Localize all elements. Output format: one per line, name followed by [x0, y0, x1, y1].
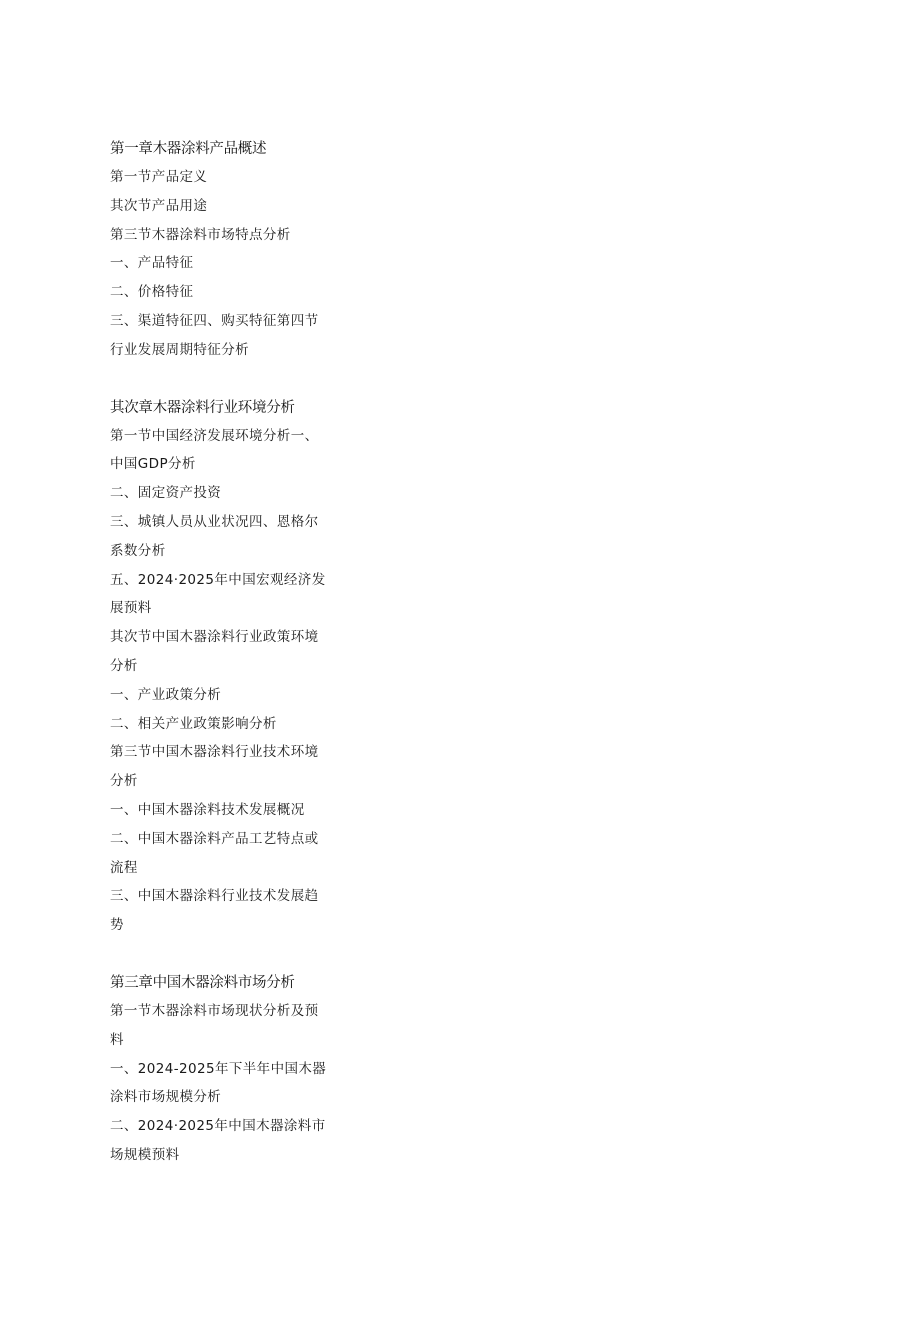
toc-line: 场规模预料	[110, 1146, 180, 1163]
toc-line: 第一节产品定义	[110, 169, 208, 185]
toc-line: 一、2024-2025年下半年中国木器	[110, 1060, 327, 1077]
chapter-title: 其次章木器涂料行业环境分析	[110, 399, 295, 416]
toc-line: 其次节中国木器涂料行业政策环境	[110, 629, 319, 646]
toc-line: 分析	[110, 657, 138, 674]
chapter-1	[110, 135, 340, 365]
toc-line: 展预料	[110, 600, 152, 617]
toc-line: 流程	[110, 859, 138, 876]
toc-line: 二、固定资产投资	[110, 485, 222, 502]
toc-line: 二、中国木器涂料产品工艺特点或	[110, 830, 319, 847]
toc-line: 涂料市场规模分析	[110, 1089, 222, 1106]
toc-line: 三、渠道特征四、购买特征第四节	[110, 312, 319, 329]
toc-line: 一、中国木器涂料技术发展概况	[110, 801, 305, 818]
chapter-title: 第三章中国木器涂料市场分析	[110, 974, 295, 991]
toc-line: 势	[110, 917, 124, 934]
toc-line: 第三节中国木器涂料行业技术环境	[110, 744, 319, 761]
toc-line: 三、城镇人员从业状况四、恩格尔	[110, 513, 319, 530]
chapter-3	[110, 969, 340, 1170]
toc-line: 第三节木器涂料市场特点分析	[110, 226, 291, 243]
toc-line: 二、相关产业政策影响分析	[110, 715, 277, 732]
chapter-2	[110, 394, 340, 940]
toc-line: 一、产业政策分析	[110, 686, 222, 703]
toc-line: 中国GDP分析	[110, 456, 196, 473]
toc-line: 五、2024·2025年中国宏观经济发	[110, 571, 326, 588]
toc-line: 料	[110, 1031, 124, 1048]
toc-line: 一、产品特征	[110, 255, 194, 272]
document-page	[110, 135, 340, 1170]
toc-line: 二、2024·2025年中国木器涂料市	[110, 1118, 326, 1135]
toc-line: 系数分析	[110, 542, 166, 559]
toc-line: 二、价格特征	[110, 284, 194, 301]
chapter-title: 第一章木器涂料产品概述	[110, 141, 267, 157]
toc-line: 其次节产品用途	[110, 197, 208, 214]
toc-line: 分析	[110, 773, 138, 790]
toc-line: 第一节中国经济发展环境分析一、	[110, 427, 319, 444]
toc-line: 行业发展周期特征分析	[110, 341, 249, 358]
toc-line: 第一节木器涂料市场现状分析及预	[110, 1002, 319, 1019]
toc-line: 三、中国木器涂料行业技术发展趋	[110, 888, 319, 905]
